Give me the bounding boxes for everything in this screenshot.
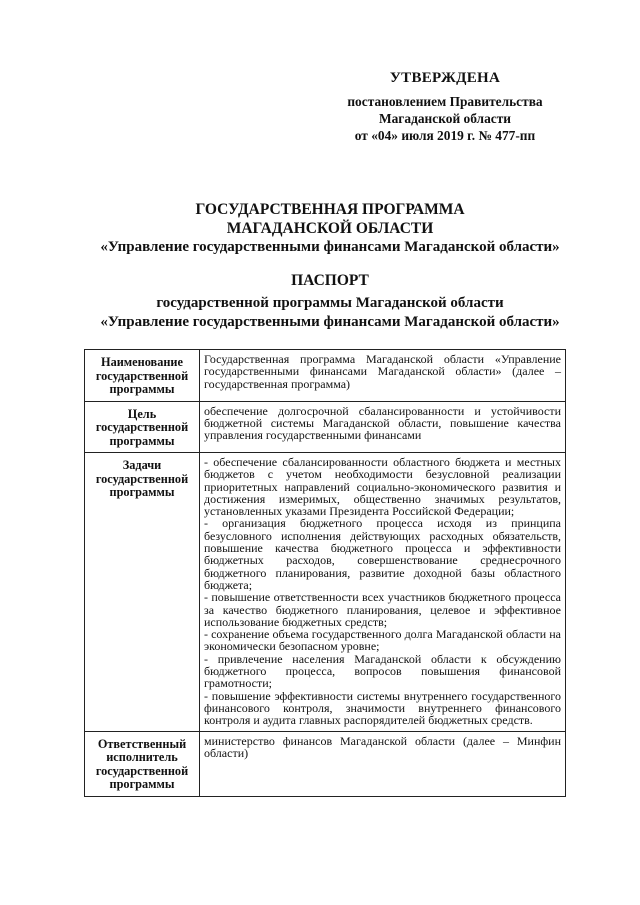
row-label: Цель государственной программы [85, 401, 200, 453]
table-row [85, 350, 566, 402]
title-line-1: ГОСУДАРСТВЕННАЯ ПРОГРАММА [195, 201, 465, 218]
row-label: Задачи государственной программы [85, 453, 200, 732]
task-item: - сохранение объема государственного долга Магаданской области на экономически безопасном уровне; [204, 627, 561, 654]
title-line-2: МАГАДАНСКОЙ ОБЛАСТИ [226, 220, 434, 237]
passport-table [84, 349, 566, 797]
passport-heading: ПАСПОРТ [291, 272, 369, 289]
approval-line-2: Магаданской области [378, 111, 512, 126]
task-item: - организация бюджетного процесса исходя из принципа безусловного исполнения действующих расходных обязательств, повышение качества бюджетного процесса и эффективности бюджетных расходов, совершенствование среднесрочного бюджетного планирования, развитие доходной базы областного бюджета; [204, 516, 561, 592]
passport-line-1: государственной программы Магаданской области [156, 295, 504, 311]
table-row [85, 731, 566, 796]
passport-line-2: «Управление государственными финансами Магаданской области» [100, 314, 560, 330]
table-row [85, 401, 566, 453]
approval-line-3: от «04» июля 2019 г. № 477-пп [354, 128, 536, 143]
task-item: - повышение эффективности системы внутреннего государственного финансового контроля, значимости внутреннего финансового контроля и аудита главных распорядителей бюджетных средств. [204, 688, 561, 728]
approval-line-1: постановлением Правительства [347, 94, 543, 109]
task-item: - повышение ответственности всех участников бюджетного процесса за качество бюджетного планирования, целевое и эффективное использование бюджетных средств; [204, 590, 561, 629]
approval-heading: УТВЕРЖДЕНА [389, 70, 501, 86]
row-label: Ответственный исполнитель государственной программы [85, 731, 200, 796]
row-content: обеспечение долгосрочной сбалансированности и устойчивости бюджетной системы Магаданской области, повышение качества управления государственными финансами [200, 401, 566, 453]
task-item: - привлечение населения Магаданской области к обсуждению бюджетного процесса, вопросов повышения финансовой грамотности; [204, 651, 561, 691]
row-content-tasks [200, 453, 566, 732]
approval-block [300, 70, 590, 144]
row-label: Наименование государственной программы [85, 350, 200, 402]
row-content: Государственная программа Магаданской области «Управление государственными финансами Магаданской области» (далее – государственная программа) [200, 350, 566, 402]
table-row [85, 453, 566, 732]
task-item: - обеспечение сбалансированности областного бюджета и местных бюджетов с учетом необходимости безусловной реализации приоритетных направлений социально-экономического развития и достижения измеримых, общественно значимых результатов, установленных указами Президента Российской Федерации; [204, 455, 561, 519]
document-title [60, 200, 600, 332]
title-line-3: «Управление государственными финансами Магаданской области» [100, 239, 560, 255]
row-content: министерство финансов Магаданской области (далее – Минфин области) [200, 731, 566, 796]
